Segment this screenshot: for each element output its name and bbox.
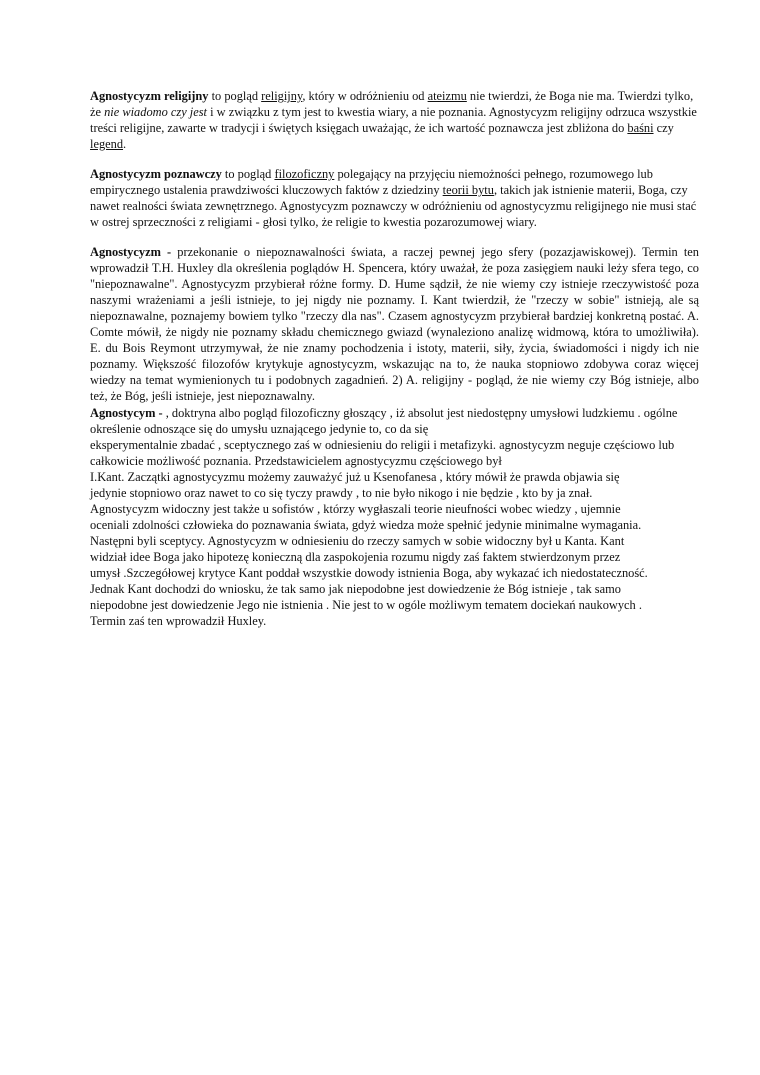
text-span: , takich jak istnienie materii, Boga, czy nawet realności świata zewnętrznego. Agnostycyzm poznawczy w odróżnieniu od agnostycyzmu religijnego nie musi stać w ostrej sprzeczności z religiami - głosi tylko, że religie to kwestia pozarozumowej wiary. bbox=[90, 183, 697, 229]
text-line: oceniali zdolności człowieka do poznawania świata, gdyż wiedza może spełnić jedynie minimalne wymagania. bbox=[90, 518, 642, 532]
text-line: jedynie stopniowo oraz nawet to co się tyczy prawdy , to nie było nikogo i nie będzie , kto by ja znał. bbox=[90, 486, 593, 500]
link-teorii-bytu[interactable]: teorii bytu bbox=[442, 183, 494, 197]
text-line: Jednak Kant dochodzi do wniosku, że tak samo jak niepodobne jest dowiedzenie że Bóg istnieje , tak samo bbox=[90, 582, 621, 596]
link-basni[interactable]: baśni bbox=[627, 121, 654, 135]
text-line: Termin zaś ten wprowadził Huxley. bbox=[90, 614, 267, 628]
text-line: Następni byli sceptycy. Agnostycyzm w odniesieniu do rzeczy samych w sobie widoczny był u Kanta. Kant bbox=[90, 534, 625, 548]
term-heading: Agnostycyzm religijny bbox=[90, 89, 209, 103]
text-span: . bbox=[123, 137, 127, 151]
text-line: umysł .Szczegółowej krytyce Kant poddał wszystkie dowody istnienia Boga, aby wykazać ich niedostateczność. bbox=[90, 566, 648, 580]
text-span: , doktryna albo pogląd filozoficzny głoszący , iż absolut jest niedostępny umysłowi ludzkiemu . ogólne bbox=[162, 406, 678, 420]
paragraph-agnostycym-doktryna bbox=[90, 405, 699, 629]
text-span: nie twierdzi, że Boga nie ma. Twierdzi tylko, że bbox=[90, 89, 694, 119]
text-line: niepodobne jest dowiedzenie Jego nie istnienia . Nie jest to w ogóle możliwym tematem dociekań naukowych . bbox=[90, 598, 642, 612]
text-line: I.Kant. Zaczątki agnostycyzmu możemy zauważyć już u Ksenofanesa , który mówił że prawda objawia się bbox=[90, 470, 620, 484]
text-line: określenie odnoszące się do umysłu uznającego jedynie to, co da się bbox=[90, 422, 429, 436]
link-religijny[interactable]: religijny bbox=[261, 89, 303, 103]
paragraph-agnostycyzm-definicja bbox=[90, 244, 699, 404]
text-span: i w związku z tym jest to kwestia wiary, a nie poznania. Agnostycyzm religijny odrzuca wszystkie treści religijne, zawarte w tradycji i świętych księgach uważając, że ich wartość poznawcza jest zbliżona do bbox=[90, 105, 697, 135]
text-line: eksperymentalnie zbadać , sceptycznego zaś w odniesieniu do religii i metafizyki. agnostycyzm neguje częściowo lub bbox=[90, 438, 675, 452]
paragraph-agnostycyzm-poznawczy bbox=[90, 166, 699, 230]
text-span: to pogląd bbox=[208, 89, 262, 103]
italic-text: nie wiadomo czy jest bbox=[104, 105, 208, 119]
paragraph-agnostycyzm-religijny bbox=[90, 88, 699, 152]
text-line bbox=[90, 405, 699, 421]
term-heading: Agnostycyzm poznawczy bbox=[90, 167, 222, 181]
text-span: to pogląd bbox=[221, 167, 275, 181]
text-span: czy bbox=[653, 121, 674, 135]
link-filozoficzny[interactable]: filozoficzny bbox=[274, 167, 335, 181]
paragraph-body: przekonanie o niepoznawalności świata, a raczej pewnej jego sfery (pozazjawiskowej). Termin ten wprowadził T.H. Huxley dla określenia poglądów H. Spencera, który uważał, że poza zasięgiem nauki leży sfera tego, co "niepoznawalne". Agnostycyzm przybierał różne formy. D. Hume sądził, że nie wiemy czy istnieje rzeczywistość poza naszymi wrażeniami a jeśli istnieje, to jej nigdy nie poznamy. I. Kant twierdził, że "rzeczy w sobie" istnieją, ale są niepoznawalne, poznajemy bowiem tylko "rzeczy dla nas". Czasem agnostycyzm przybierał bardziej konkretną postać. A. Comte mówił, że nigdy nie poznamy składu chemicznego gwiazd (wynaleziono analizę widmową, która to umożliwiła). E. du Bois Reymont utrzymywał, że nie znamy pochodzenia i istoty, materii, siły, życia, świadomości i nigdy ich nie poznamy. Większość filozofów krytykuje agnostycyzm, wskazując na to, że nauka stopniowo zdobywa coraz więcej wiedzy na temat wymienionych tu i podobnych zagadnień. 2) A. religijny - pogląd, że nie wiemy czy Bóg istnieje, albo też, że Bóg, jeśli istnieje, jest niepoznawalny. bbox=[90, 245, 699, 403]
link-legend[interactable]: legend bbox=[90, 137, 124, 151]
text-line: całkowicie możliwość poznania. Przedstawicielem agnostycyzmu częściowego był bbox=[90, 454, 502, 468]
link-ateizmu[interactable]: ateizmu bbox=[427, 89, 467, 103]
text-line: widział idee Boga jako hipotezę konieczną dla zaspokojenia rozumu nigdy zaś faktem stwierdzonym przez bbox=[90, 550, 621, 564]
text-span: polegający na przyjęciu niemożności pełnego, rozumowego lub empirycznego ustalenia prawdziwości kluczowych faktów z dziedziny bbox=[90, 167, 653, 197]
text-line: Agnostycyzm widoczny jest także u sofistów , którzy wygłaszali teorie nieufności wobec wiedzy , ujemnie bbox=[90, 502, 621, 516]
term-heading: Agnostycyzm - bbox=[90, 245, 172, 259]
text-span: , który w odróżnieniu od bbox=[302, 89, 428, 103]
term-heading: Agnostycym - bbox=[90, 406, 163, 420]
